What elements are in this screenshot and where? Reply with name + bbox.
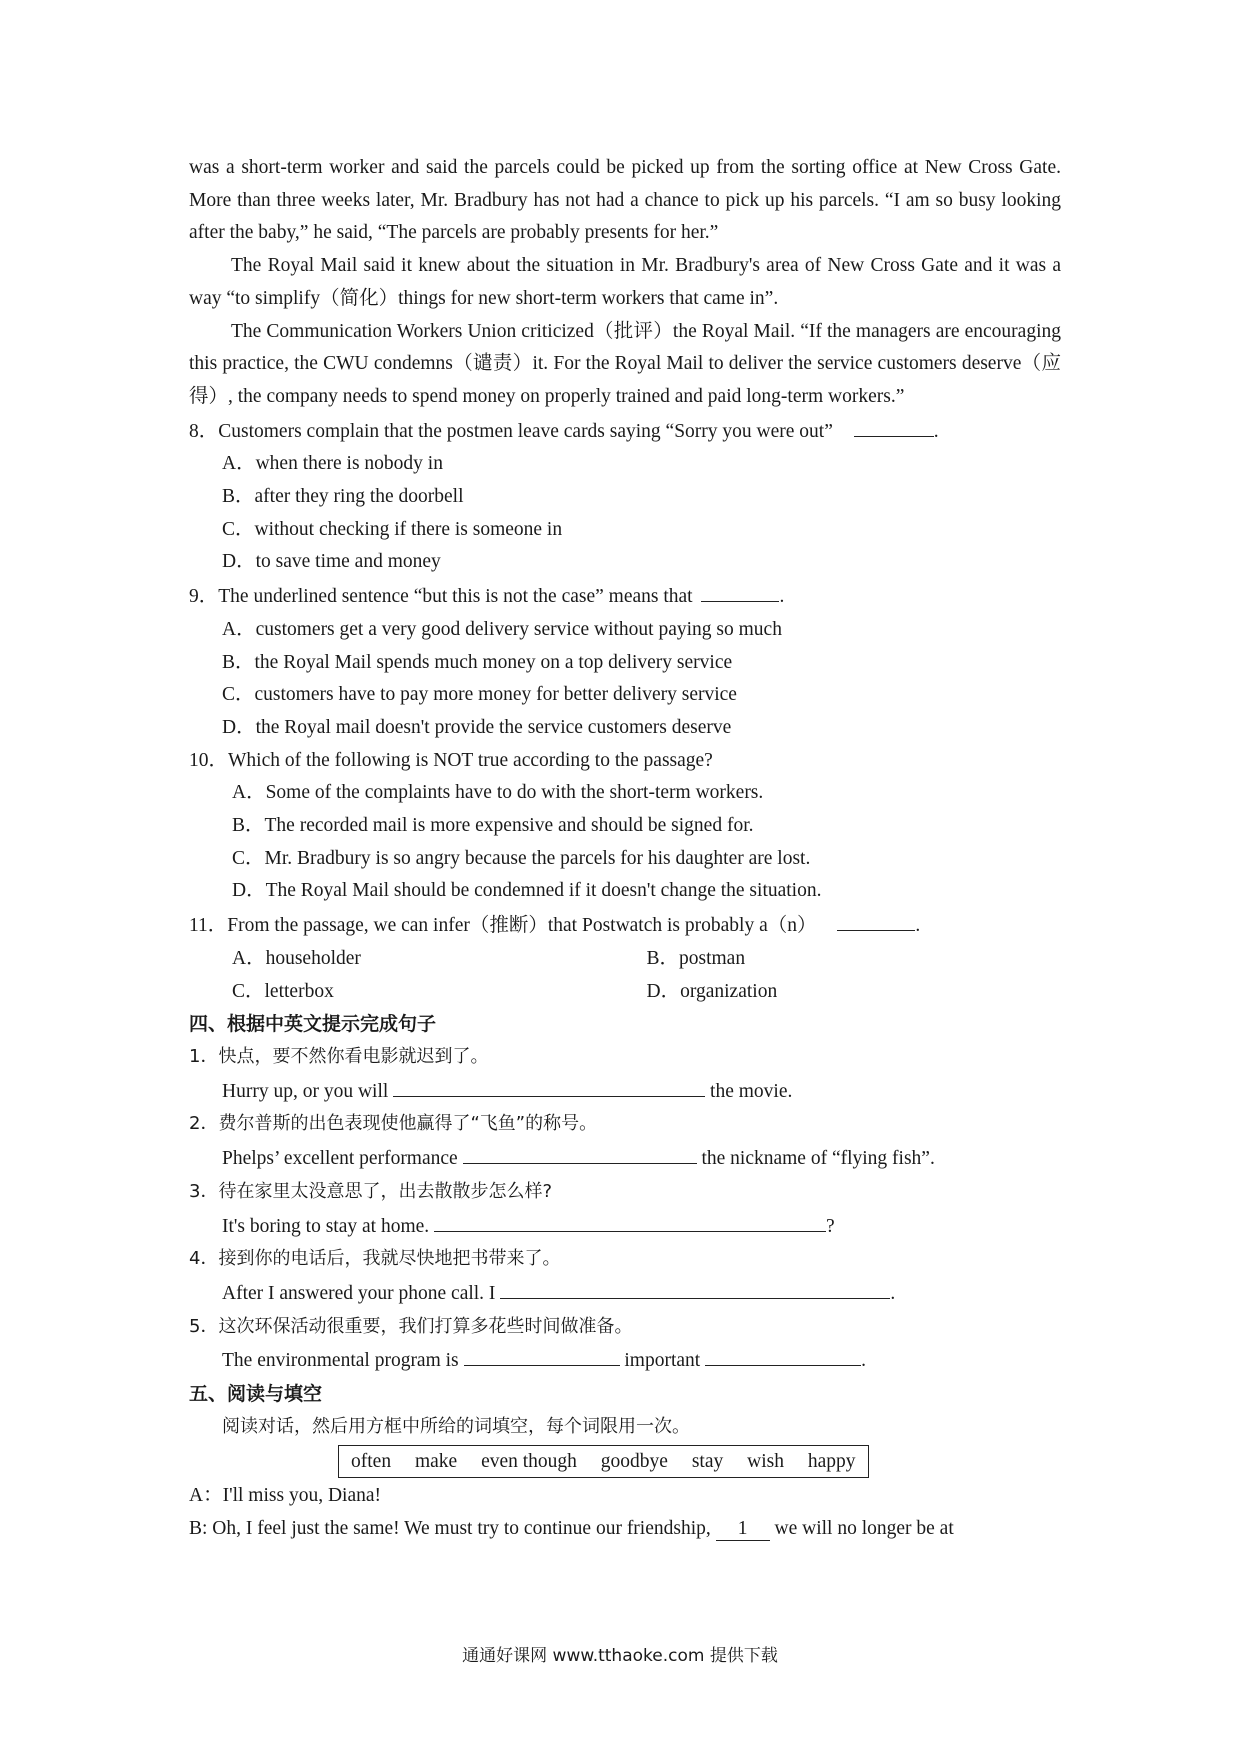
section-heading: 五、阅读与填空 — [189, 1383, 323, 1406]
document-page — [189, 152, 1061, 1546]
answer-blank[interactable] — [434, 1209, 826, 1232]
option[interactable]: D．The Royal Mail should be condemned if it doesn't change the situation. — [232, 880, 822, 902]
question-8: 8．Customers complain that the postmen leave cards saying “Sorry you were out” . — [189, 414, 1061, 449]
question-11: 11．From the passage, we can infer（推断）that Postwatch is probably a（n） . — [189, 908, 1061, 943]
option[interactable]: D．to save time and money — [222, 551, 441, 573]
sentence-text: . — [861, 1350, 866, 1372]
answer-blank[interactable] — [500, 1276, 890, 1299]
sentence-prompt-cn: 4．接到你的电话后，我就尽快地把书带来了。 — [189, 1248, 561, 1270]
word-bank-item: even though — [481, 1451, 577, 1473]
answer-blank[interactable] — [463, 1141, 697, 1164]
option-row — [232, 943, 1061, 976]
passage-paragraph: The Royal Mail said it knew about the situation in Mr. Bradbury's area of New Cross Gate and it was a way “to simplify（简化）things for new short-term workers that came in”. — [189, 255, 1061, 309]
option[interactable]: D．the Royal mail doesn't provide the service customers deserve — [222, 716, 732, 738]
option[interactable]: A．Some of the complaints have to do with the short-term workers. — [232, 782, 764, 804]
sentence-text: After I answered your phone call. I — [222, 1282, 496, 1304]
sentence-prompt-en — [222, 1141, 1061, 1176]
sentence-text: Phelps’ excellent performance — [222, 1148, 458, 1170]
option[interactable]: A．when there is nobody in — [222, 453, 443, 475]
sentence-prompt-en — [222, 1343, 1061, 1378]
option[interactable]: A．householder — [232, 947, 361, 969]
dialogue-line — [189, 1513, 1061, 1546]
word-bank — [338, 1445, 869, 1478]
sentence-text: . — [890, 1282, 896, 1304]
sentence-text: The environmental program is — [222, 1350, 459, 1372]
dialogue-text: we will no longer be at — [774, 1518, 954, 1540]
sentence-text: It's boring to stay at home. — [222, 1215, 430, 1237]
sentence-prompt-cn: 1．快点，要不然你看电影就迟到了。 — [189, 1045, 489, 1067]
answer-blank[interactable] — [854, 414, 934, 437]
option[interactable]: C．without checking if there is someone in — [222, 518, 563, 540]
question-9: 9．The underlined sentence “but this is not the case” means that . — [189, 579, 1061, 614]
passage-paragraph: The Communication Workers Union criticized（批评）the Royal Mail. “If the managers are encouraging this practice, the CWU condemns（谴责）it. For the Royal Mail to deliver the service customers deserve（应得）, the company needs to spend money on properly trained and paid long-term workers.” — [189, 320, 1061, 407]
word-bank-item: stay — [691, 1451, 724, 1473]
option-row — [232, 976, 1061, 1009]
option[interactable]: B．after they ring the doorbell — [222, 486, 464, 508]
word-bank-item: often — [351, 1451, 392, 1473]
question-stem: 11．From the passage, we can infer（推断）that Postwatch is probably a（n） — [189, 915, 817, 937]
sentence-text: the nickname of “flying fish”. — [701, 1148, 935, 1170]
sentence-text: Hurry up, or you will — [222, 1080, 389, 1102]
sentence-prompt-en — [222, 1209, 1061, 1244]
sentence-prompt-en — [222, 1276, 1061, 1311]
answer-blank[interactable] — [393, 1074, 705, 1097]
sentence-prompt-cn: 5．这次环保活动很重要，我们打算多花些时间做准备。 — [189, 1315, 633, 1337]
option[interactable]: B．the Royal Mail spends much money on a top delivery service — [222, 651, 733, 673]
option[interactable]: D．organization — [646, 980, 778, 1002]
option[interactable]: B．The recorded mail is more expensive and should be signed for. — [232, 815, 754, 837]
sentence-text: important — [624, 1350, 701, 1372]
option[interactable]: B．postman — [646, 947, 746, 969]
dialogue-text: B: Oh, I feel just the same! We must try to continue our friendship, — [189, 1518, 711, 1540]
answer-blank[interactable] — [464, 1343, 620, 1366]
question-stem: 9．The underlined sentence “but this is not the case” means that — [189, 586, 693, 608]
dialogue-line: A：I'll miss you, Diana! — [189, 1485, 381, 1507]
sentence-prompt-en — [222, 1074, 1061, 1109]
instruction: 阅读对话，然后用方框中所给的词填空，每个词限用一次。 — [222, 1415, 690, 1437]
option[interactable]: C．Mr. Bradbury is so angry because the parcels for his daughter are lost. — [232, 847, 811, 869]
answer-blank[interactable] — [837, 908, 915, 931]
numbered-blank[interactable]: 1 — [716, 1518, 770, 1541]
sentence-prompt-cn: 2．费尔普斯的出色表现使他赢得了“飞鱼”的称号。 — [189, 1113, 598, 1135]
word-bank-item: make — [414, 1451, 458, 1473]
word-bank-item: wish — [747, 1451, 784, 1473]
option[interactable]: C．customers have to pay more money for better delivery service — [222, 684, 737, 706]
question-10: 10．Which of the following is NOT true according to the passage? — [189, 749, 713, 771]
passage-paragraph: was a short-term worker and said the parcels could be picked up from the sorting office at New Cross Gate. More than three weeks later, Mr. Bradbury has not had a chance to pick up his parcels. “I am so busy looking after the baby,” he said, “The parcels are probably presents for her.” — [189, 157, 1061, 244]
question-stem: 8．Customers complain that the postmen leave cards saying “Sorry you were out” — [189, 420, 833, 442]
sentence-text: ? — [826, 1215, 835, 1237]
word-bank-item: goodbye — [600, 1451, 668, 1473]
answer-blank[interactable] — [705, 1343, 861, 1366]
sentence-text: the movie. — [710, 1080, 793, 1102]
word-bank-item: happy — [807, 1451, 856, 1473]
sentence-prompt-cn: 3．待在家里太没意思了，出去散散步怎么样? — [189, 1180, 553, 1202]
answer-blank[interactable] — [701, 579, 779, 602]
option[interactable]: C．letterbox — [232, 980, 334, 1002]
section-heading: 四、根据中英文提示完成句子 — [189, 1013, 437, 1036]
page-footer: 通通好课网 www.tthaoke.com 提供下载 — [462, 1646, 778, 1666]
option[interactable]: A．customers get a very good delivery service without paying so much — [222, 618, 782, 640]
